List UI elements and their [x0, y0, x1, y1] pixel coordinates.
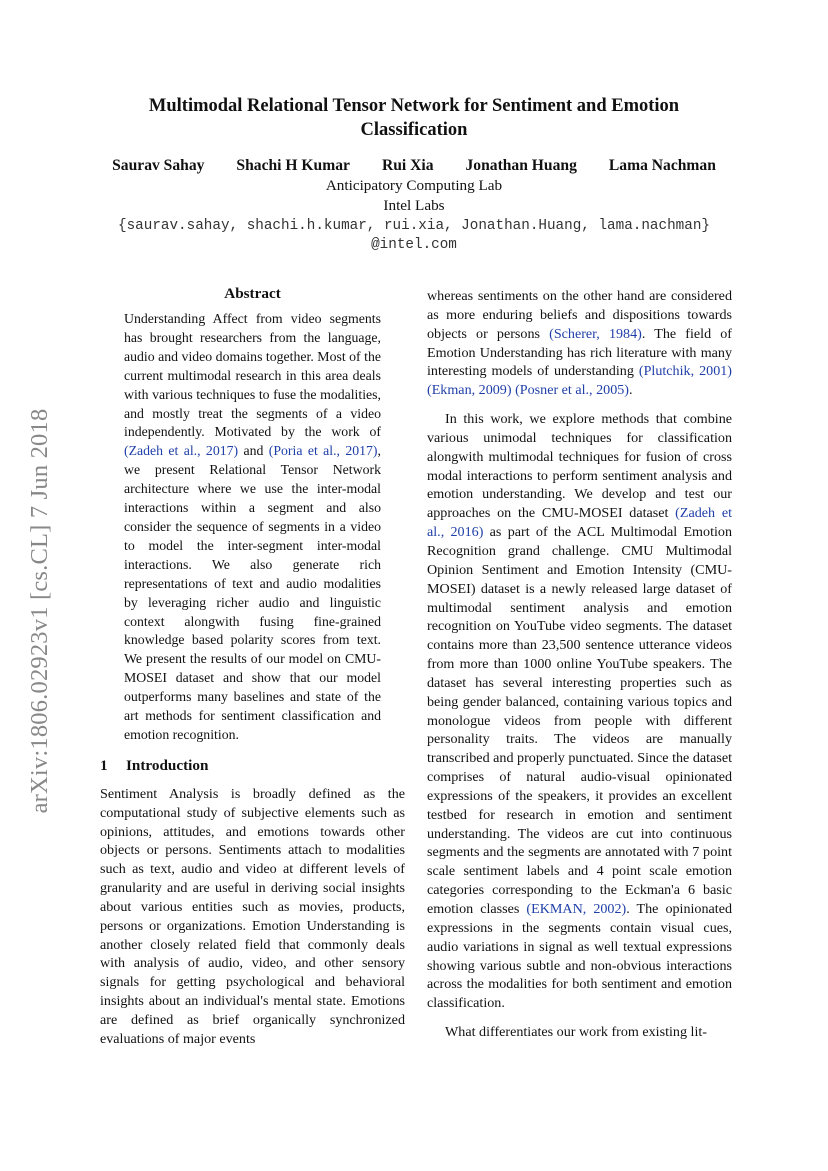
- email-domain: @intel.com: [371, 237, 457, 253]
- body-paragraph: What differentiates our work from existing lit-: [445, 1024, 707, 1041]
- citation-link[interactable]: (Ekman, 2009): [427, 382, 512, 399]
- author-list: [80, 156, 748, 176]
- citation-link[interactable]: (Poria et al., 2017): [268, 443, 378, 459]
- section-heading-introduction: [100, 756, 405, 776]
- author-emails: {saurav.sahay, shachi.h.kumar, rui.xia, Jonathan.Huang, lama.nachman}: [118, 218, 710, 234]
- citation-link[interactable]: (Scherer, 1984): [549, 325, 642, 342]
- author-name: Jonathan Huang: [465, 157, 577, 174]
- author-name: Saurav Sahay: [112, 157, 205, 174]
- abstract-text: Understanding Affect from video segments has brought researchers from the language, audio and video domains together. Most of the current multimodal research in this area deals with various techniques to fuse the modalities, and mostly treat the segments of a video independently. Motivated by the work of (Zadeh et al., 2017) and (Poria et al., 2017), we present Relational Tensor Network architecture where we use the inter-modal interactions within a segment and also consider the sequence of segments in a video to model the inter-segment inter-modal interactions. We also generate rich representations of text and audio modalities by leveraging richer audio and linguistic context alongwith fusing fine-grained knowledge based polarity scores from text. We present the results of our model on CMU-MOSEI dataset and show that our model outperforms many baselines and state of the art methods for sentiment classification and emotion recognition.: [124, 311, 381, 742]
- citation-link[interactable]: (EKMAN, 2002): [526, 901, 627, 917]
- section-number: 1: [100, 756, 108, 774]
- author-name: Rui Xia: [381, 157, 434, 174]
- intro-paragraph: Sentiment Analysis is broadly defined as the computational study of subjective elements such as opinions, attitudes, and emotions towards other objects or persons. Sentiments attach to modalities such as text, audio and video at different levels of granularity and are useful in deriving social insights about various entities such as movies, products, persons or organizations. Emotion Understanding is another closely related field that commonly deals with analysis of audio, video, and other sensory signals for getting psychological and behavioral insights about an individual's mental state. Emotions are defined as brief organically synchronized evaluations of major events: [100, 785, 405, 1047]
- author-name: Shachi H Kumar: [236, 157, 350, 174]
- section-title: Introduction: [126, 756, 209, 774]
- citation-link[interactable]: (Zadeh et al., 2016): [427, 505, 732, 541]
- affiliation-lab: Anticipatory Computing Lab: [325, 177, 503, 194]
- right-column: [427, 287, 732, 1042]
- left-column: [100, 284, 405, 1049]
- citation-link[interactable]: (Plutchik, 2001): [638, 363, 732, 380]
- arxiv-side-stamp: [20, 376, 60, 846]
- arxiv-identifier: arXiv:1806.02923v1 [cs.CL] 7 Jun 2018: [26, 408, 53, 814]
- paper-title: Multimodal Relational Tensor Network for Sentiment and Emotion Classification: [148, 96, 680, 140]
- affiliation-org: Intel Labs: [383, 197, 445, 214]
- citation-link[interactable]: (Posner et al., 2005): [515, 382, 629, 399]
- citation-link[interactable]: (Zadeh et al., 2017): [124, 443, 239, 459]
- author-name: Lama Nachman: [608, 157, 716, 174]
- body-paragraph: whereas sentiments on the other hand are considered as more enduring beliefs and dispositions towards objects or persons (Scherer, 1984). The field of Emotion Understanding has rich literature with many interesting models of understanding (Plutchik, 2001) (Ekman, 2009) (Posner et al., 2005).: [427, 288, 732, 399]
- abstract-heading: Abstract: [224, 285, 281, 302]
- body-paragraph: In this work, we explore methods that combine various unimodal techniques for classification alongwith multimodal techniques for fusion of cross modal interactions to perform sentiment analysis and emotion understanding. We develop and test our approaches on the CMU-MOSEI dataset (Zadeh et al., 2016) as part of the ACL Multimodal Emotion Recognition grand challenge. CMU Multimodal Opinion Sentiment and Emotion Intensity (CMU-MOSEI) dataset is a newly released large dataset of multimodal sentiment analysis and emotion recognition on YouTube video segments. The dataset contains more than 23,500 sentence utterance videos from more than 1000 online YouTube speakers. The dataset has several interesting properties such as being gender balanced, containing various topics and monologue videos from people with different personality traits. The videos are manually transcribed and properly punctuated. Since the dataset comprises of natural audio-visual opinionated expressions of the speakers, it provides an excellent testbed for research in emotion and sentiment understanding. The videos are cut into continuous segments and the segments are annotated with 7 point scale sentiment labels and 4 point scale emotion categories corresponding to the Eckman'a 6 basic emotion classes (EKMAN, 2002). The opinionated expressions in the segments contain visual cues, audio variations in signal as well textual expressions showing various subtle and non-obvious interactions across the modalities for both sentiment and emotion classification.: [427, 411, 733, 1012]
